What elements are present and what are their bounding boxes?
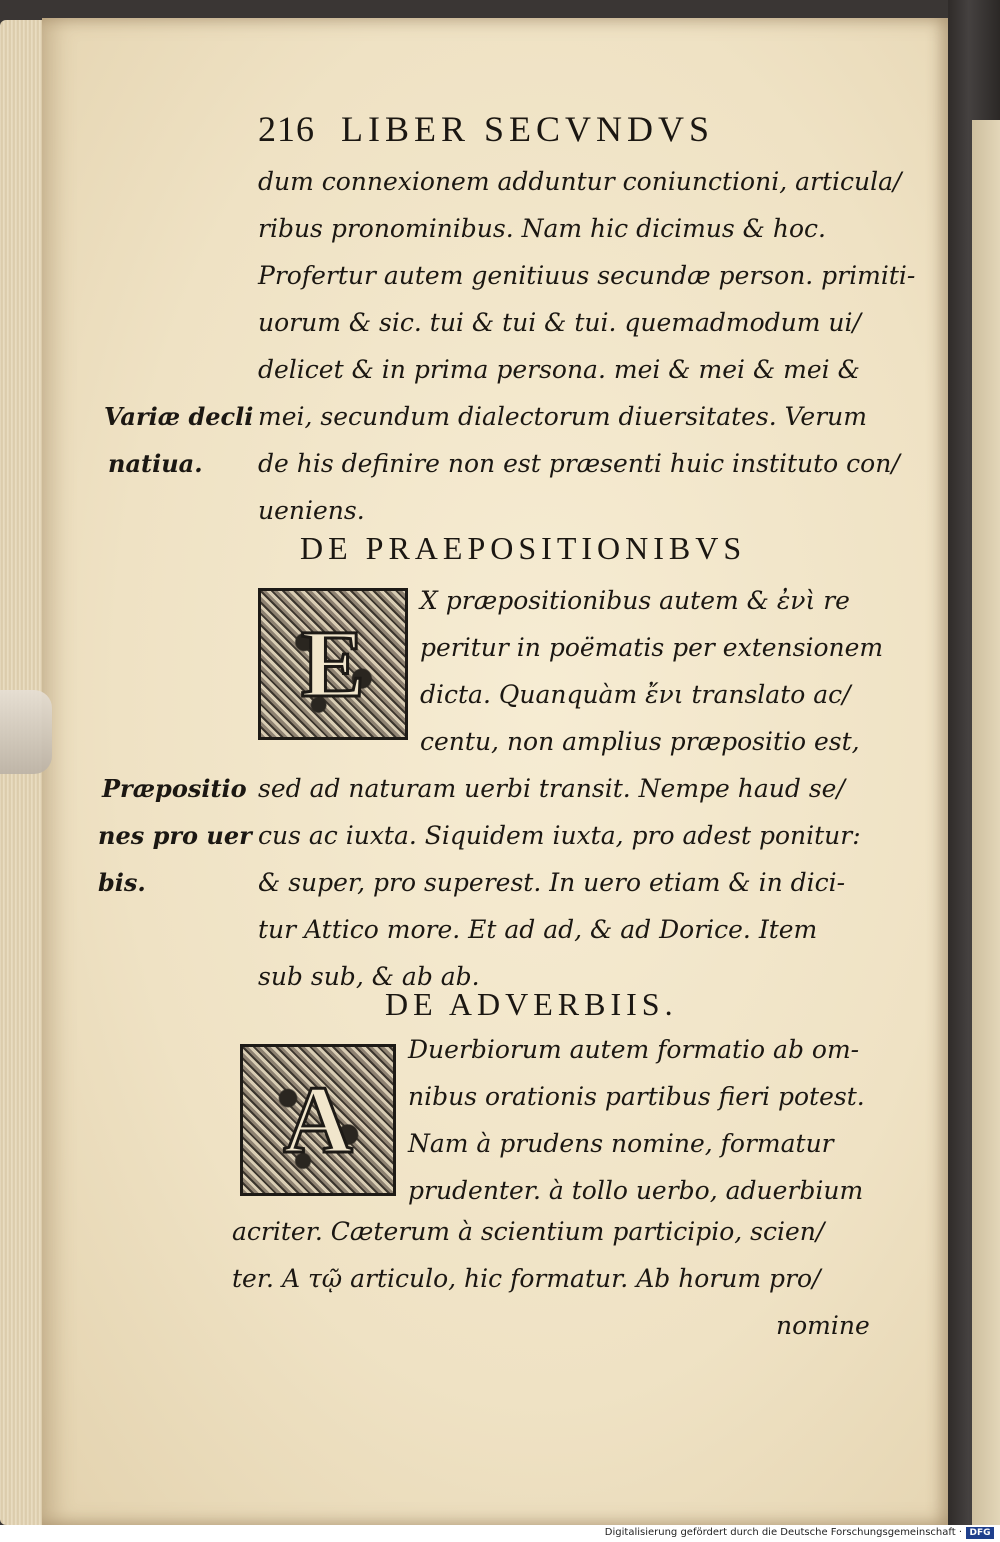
text-line: acriter. Cæterum à scientium participio, scien/ — [232, 1217, 825, 1246]
text-line: & super, pro superest. In uero etiam & in dici- — [258, 868, 846, 897]
text-line: Nam à prudens nomine, formatur — [408, 1129, 834, 1158]
text-line: Profertur autem genitiuus secundæ person. primiti- — [258, 261, 916, 290]
text-line: de his definire non est præsenti huic instituto con/ — [258, 449, 900, 478]
text-line: delicet & in prima persona. mei & mei & mei & — [258, 355, 860, 384]
digitization-footer — [0, 1525, 1000, 1542]
decorated-initial — [240, 1044, 396, 1196]
margin-note-line: natiua. — [108, 449, 203, 478]
text-line: X præpositionibus autem & ἐνὶ re — [420, 586, 850, 615]
facing-page-edge — [972, 120, 1000, 1525]
decorated-initial — [258, 588, 408, 740]
text-line: peritur in poëmatis per extensionem — [420, 633, 884, 662]
margin-note-line: Præpositio — [102, 774, 247, 803]
margin-note-line: bis. — [98, 868, 146, 897]
text-line: sed ad naturam uerbi transit. Nempe haud se/ — [258, 774, 845, 803]
margin-note-line: nes pro uer — [98, 821, 252, 850]
text-line: cus ac iuxta. Siquidem iuxta, pro adest ponitur: — [258, 821, 861, 850]
text-line: prudenter. à tollo uerbo, aduerbium — [408, 1176, 864, 1205]
text-line: ter. A τῷ articulo, hic formatur. Ab horum pro/ — [232, 1264, 821, 1293]
page-clip — [0, 690, 52, 774]
text-line: ribus pronominibus. Nam hic dicimus & hoc. — [258, 214, 826, 243]
text-line: centu, non amplius præpositio est, — [420, 727, 860, 756]
text-line: dum connexionem adduntur coniunctioni, articula/ — [258, 167, 902, 196]
text-line: nibus orationis partibus fieri potest. — [408, 1082, 865, 1111]
text-line: dicta. Quanquàm ἔνι translato ac/ — [420, 680, 851, 709]
text-line: sub sub, & ab ab. — [258, 962, 480, 991]
section-heading: DE ADVERBIIS. — [385, 986, 678, 1022]
text-line: Duerbiorum autem formatio ab om- — [408, 1035, 860, 1064]
running-title: LIBER SECVNDVS — [341, 109, 715, 149]
dfg-logo: DFG — [966, 1527, 994, 1539]
funding-credit: Digitalisierung gefördert durch die Deutsche Forschungsgemeinschaft · — [604, 1527, 962, 1538]
text-line: ueniens. — [258, 496, 365, 525]
catchword: nomine — [776, 1311, 870, 1340]
margin-note-line: Variæ decli — [104, 402, 254, 431]
initial-letter: E — [300, 610, 366, 717]
page-number: 216 — [258, 109, 315, 149]
initial-letter: A — [283, 1066, 353, 1173]
text-line: mei, secundum dialectorum diuersitates. Verum — [258, 402, 867, 431]
section-heading: DE PRAEPOSITIONIBVS — [300, 530, 747, 566]
running-header — [258, 108, 714, 150]
text-line: tur Attico more. Et ad ad, & ad Dorice. Item — [258, 915, 818, 944]
text-line: uorum & sic. tui & tui & tui. quemadmodum ui/ — [258, 308, 861, 337]
